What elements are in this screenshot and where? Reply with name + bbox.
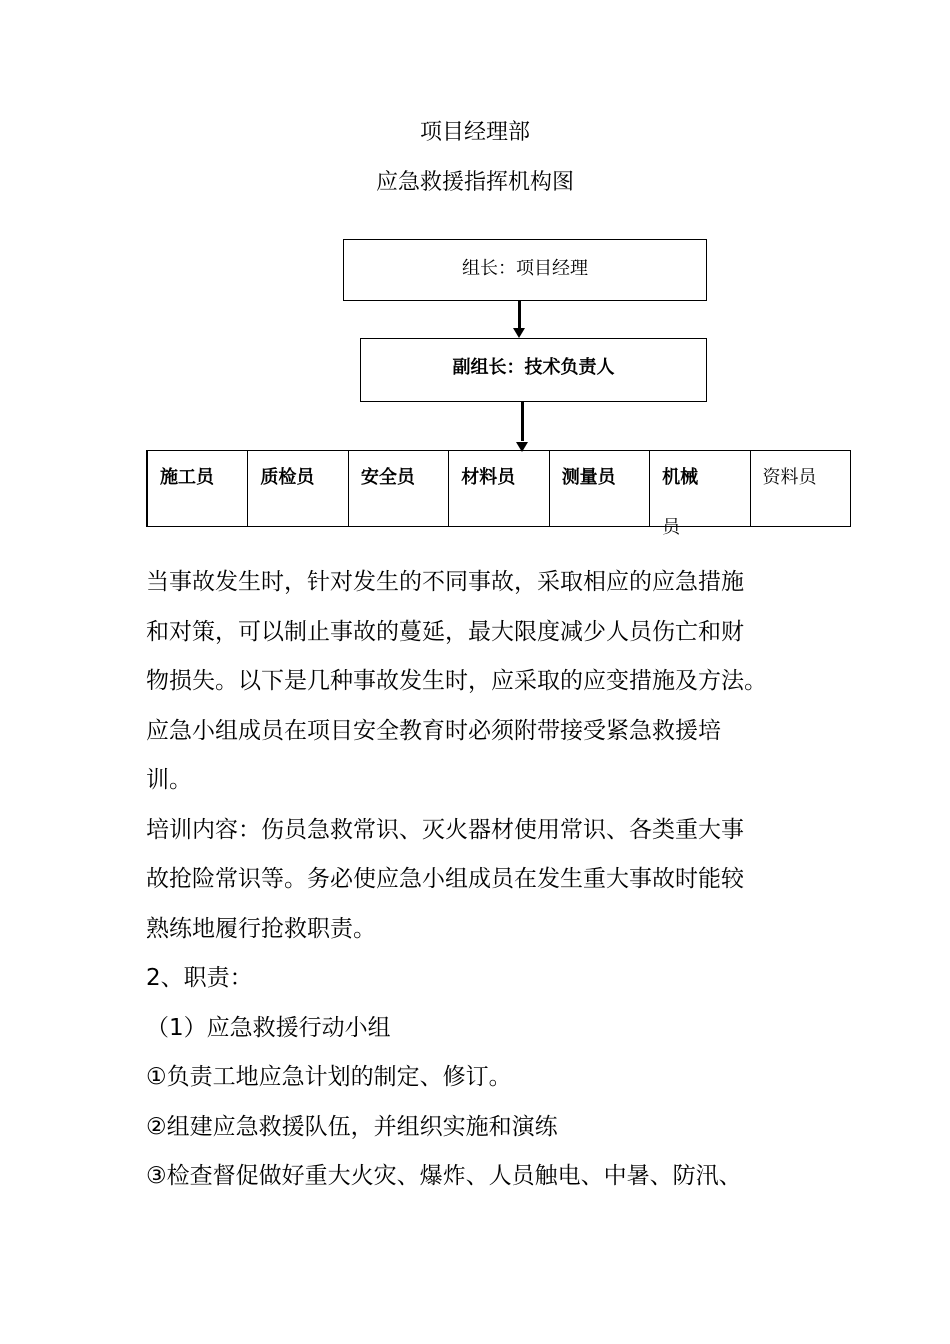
subsection-heading: （1）应急救援行动小组 bbox=[146, 1014, 391, 1041]
staff-cell-machinery-line1: 机械 bbox=[662, 467, 699, 488]
page-subtitle: 应急救援指挥机构图 bbox=[375, 170, 574, 195]
paragraph-line: 物损失。以下是几种事故发生时，应采取的应变措施及方法。 bbox=[146, 668, 767, 694]
staff-cell-construction: 施工员 bbox=[148, 451, 248, 526]
org-deputy-box: 副组长：技术负责人 bbox=[360, 338, 707, 402]
paragraph-line: 训。 bbox=[146, 767, 192, 793]
paragraph-line: 熟练地履行抢救职责。 bbox=[146, 915, 376, 942]
staff-cell-quality: 质检员 bbox=[248, 451, 348, 526]
paragraph-line: 培训内容：伤员急救常识、灭火器材使用常识、各类重大事 bbox=[146, 816, 744, 843]
body-text bbox=[146, 558, 816, 1202]
staff-cell-machinery-line2: 员 bbox=[662, 517, 681, 538]
staff-cell-materials: 材料员 bbox=[449, 451, 549, 526]
duty-item: ①负责工地应急计划的制定、修订。 bbox=[146, 1064, 512, 1090]
paragraph-line: 故抢险常识等。务必使应急小组成员在发生重大事故时能较 bbox=[146, 866, 744, 892]
org-staff-row bbox=[146, 450, 851, 538]
duty-item: ②组建应急救援队伍，并组织实施和演练 bbox=[146, 1113, 558, 1140]
duty-item: ③检查督促做好重大火灾、爆炸、人员触电、中暑、防汛、 bbox=[146, 1163, 742, 1189]
section-heading: 2、职责： bbox=[146, 965, 253, 991]
staff-cell-safety: 安全员 bbox=[349, 451, 449, 526]
paragraph-line: 应急小组成员在项目安全教育时必须附带接受紧急救援培 bbox=[146, 717, 721, 744]
staff-cell-documents: 资料员 bbox=[762, 467, 817, 488]
page-title: 项目经理部 bbox=[419, 120, 530, 145]
paragraph-line: 当事故发生时，针对发生的不同事故，采取相应的应急措施 bbox=[146, 569, 744, 595]
paragraph-line: 和对策，可以制止事故的蔓延，最大限度减少人员伤亡和财 bbox=[146, 618, 744, 645]
staff-cell-survey: 测量员 bbox=[550, 451, 650, 526]
staff-cell-machinery bbox=[650, 451, 750, 538]
org-leader-box: 组长：项目经理 bbox=[343, 239, 707, 301]
